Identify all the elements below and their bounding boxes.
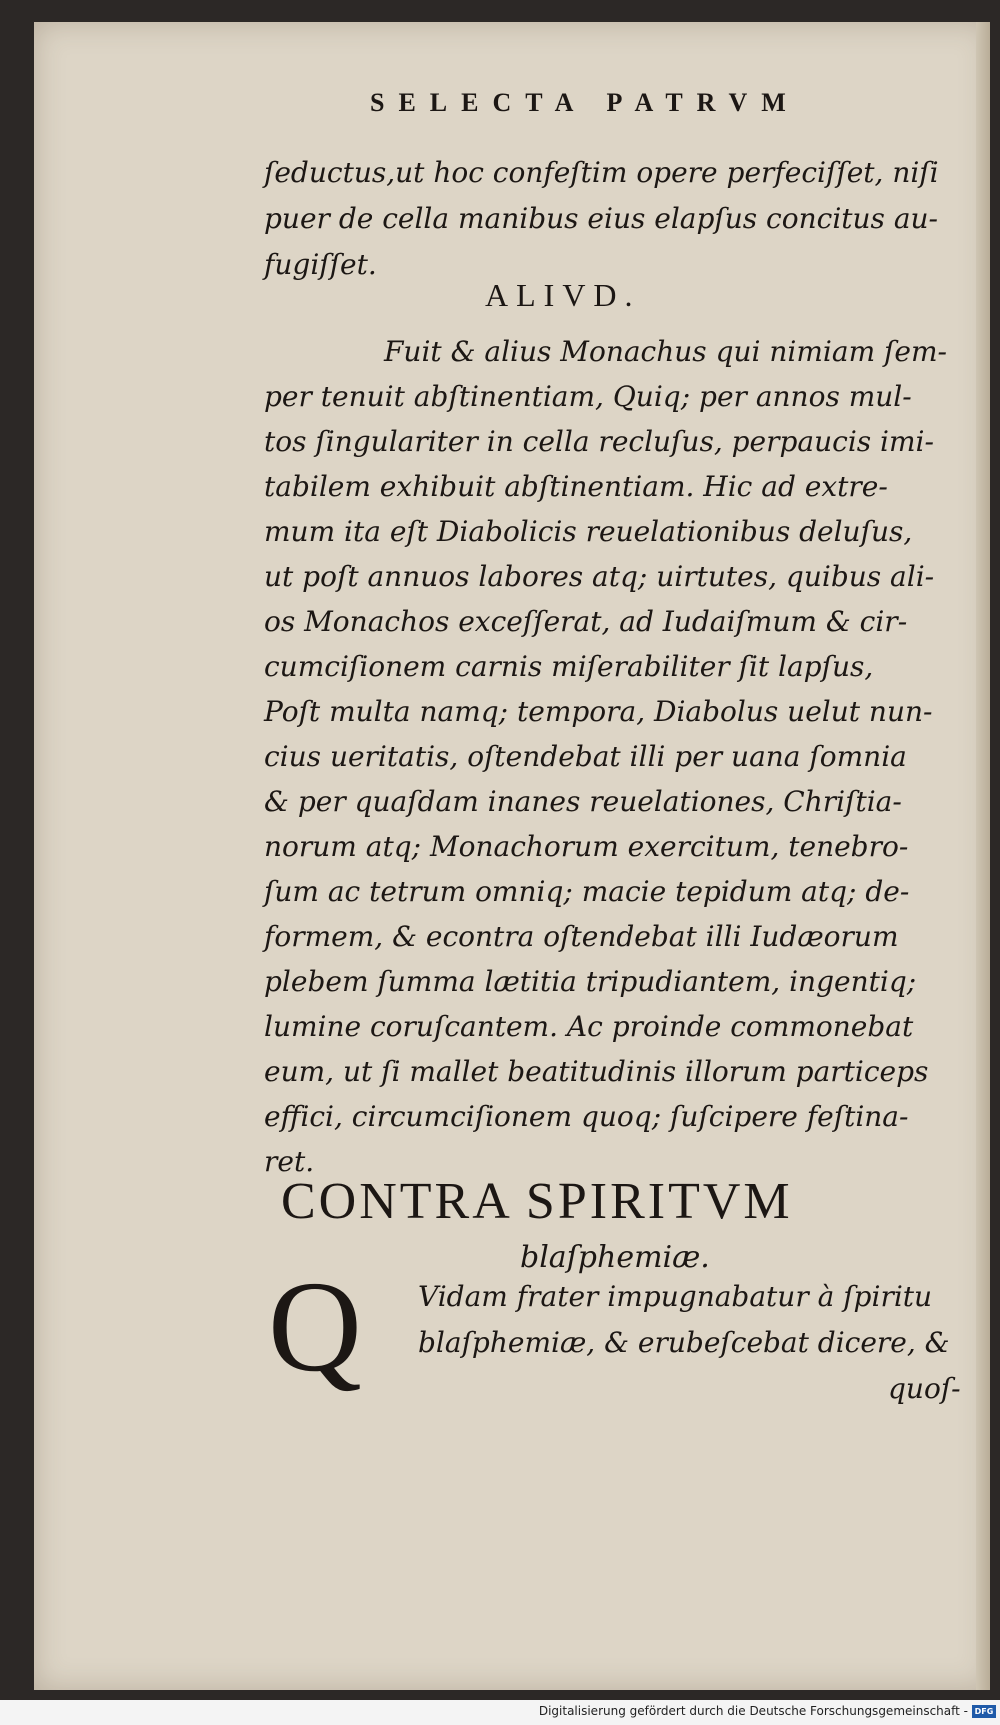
dfg-logo-icon: DFG <box>972 1705 996 1718</box>
paragraph-line: cumciſionem carnis miſerabiliter ſit lapſus, <box>264 650 874 683</box>
paragraph-line: Poſt multa namq; tempora, Diabolus uelut nun- <box>264 695 933 728</box>
section-title: CONTRA SPIRITVM <box>281 1173 793 1230</box>
paragraph-line: ut poſt annuos labores atq; uirtutes, quibus ali- <box>264 560 935 593</box>
continuation-line: ſeductus,ut hoc confeſtim opere perfeciſſet, niſi <box>264 156 939 189</box>
paragraph-line: eum, ut ſi mallet beatitudinis illorum particeps <box>264 1055 929 1088</box>
paragraph-line: blaſphemiæ, & erubeſcebat dicere, & <box>418 1326 950 1359</box>
footer-credit: Digitalisierung gefördert durch die Deutsche Forschungsgemeinschaft - <box>538 1704 968 1718</box>
running-head: SELECTA PATRVM <box>370 88 800 117</box>
drop-cap: Q <box>268 1255 362 1399</box>
digitization-footer <box>0 1700 1000 1725</box>
catchword: quoſ- <box>888 1372 961 1405</box>
continuation-line: puer de cella manibus eius elapſus concitus au- <box>264 202 939 235</box>
paragraph-line: norum atq; Monachorum exercitum, tenebro- <box>264 830 909 863</box>
paragraph-line: tabilem exhibuit abſtinentiam. Hic ad extre- <box>264 470 888 503</box>
paragraph-line: Fuit & alius Monachus qui nimiam ſem- <box>384 335 947 368</box>
paragraph-line: mum ita eſt Diabolicis reuelationibus deluſus, <box>264 515 913 548</box>
paragraph-line: os Monachos exceſſerat, ad Iudaiſmum & cir- <box>264 605 908 638</box>
paragraph-line: cius ueritatis, oſtendebat illi per uana ſomnia <box>264 740 907 773</box>
paragraph-line: ret. <box>264 1145 315 1178</box>
paragraph-line: effici, circumciſionem quoq; ſuſcipere feſtina- <box>264 1100 909 1133</box>
paragraph-line: per tenuit abſtinentiam, Quiq; per annos mul- <box>264 380 912 413</box>
paragraph-line: formem, & econtra oſtendebat illi Iudæorum <box>264 920 899 953</box>
page-edge <box>976 22 990 1690</box>
continuation-line: fugiſſet. <box>264 248 377 281</box>
paragraph-line: plebem ſumma lætitia tripudiantem, ingentiq; <box>264 965 917 998</box>
subhead-alivd: ALIVD. <box>485 277 641 313</box>
paragraph-line: & per quaſdam inanes reuelationes, Chriſtia- <box>264 785 902 818</box>
paragraph-line: ſum ac tetrum omniq; macie tepidum atq; de- <box>264 875 910 908</box>
paragraph-line: Vidam frater impugnabatur à ſpiritu <box>418 1280 933 1313</box>
paragraph-line: tos ſingulariter in cella recluſus, perpaucis imi- <box>264 425 934 458</box>
section-title-sub: blaſphemiæ. <box>520 1240 710 1275</box>
paragraph-line: lumine coruſcantem. Ac proinde commonebat <box>264 1010 914 1043</box>
